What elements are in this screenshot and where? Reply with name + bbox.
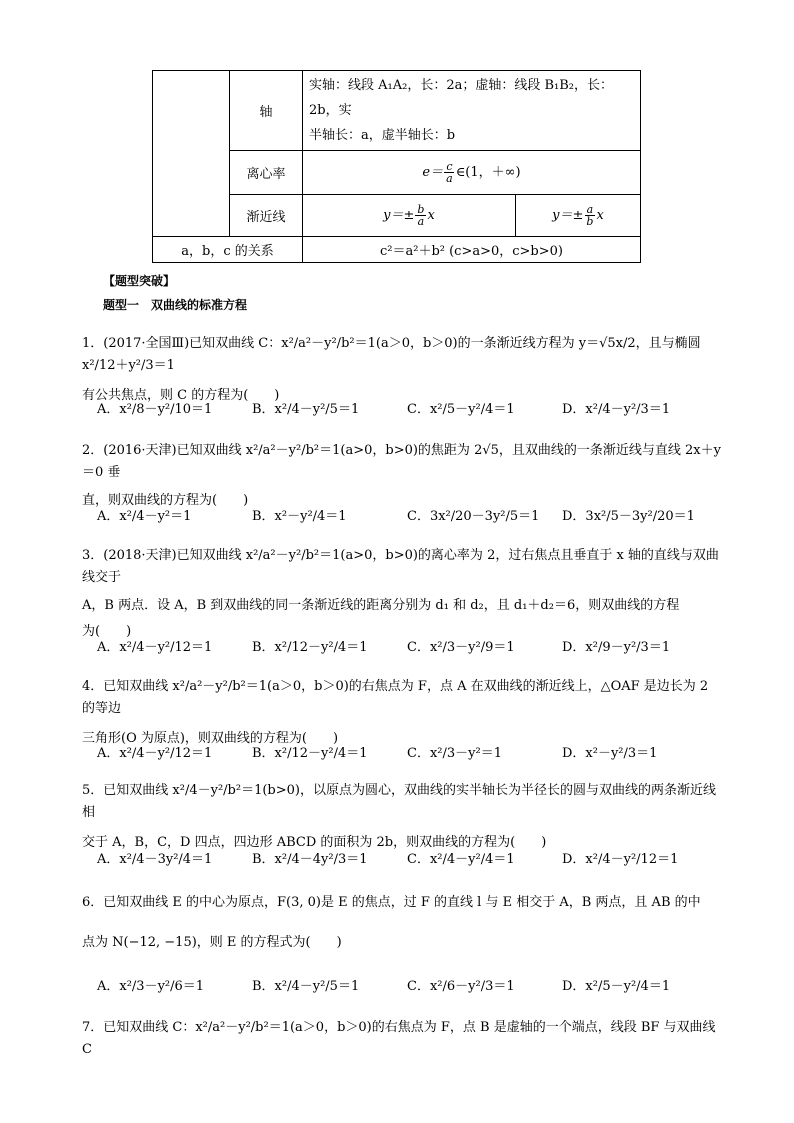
- table-merged-cell: [153, 71, 230, 237]
- option-c[interactable]: C．x²/6－y²/3＝1: [407, 979, 515, 994]
- eccentricity-label: 离心率: [230, 151, 303, 195]
- asym1-fraction: [415, 204, 426, 227]
- asym2-suffix: x: [596, 208, 604, 223]
- option-c[interactable]: C．x²/5－y²/4＝1: [407, 402, 515, 417]
- option-a[interactable]: A．x²/4－y²/12＝1: [97, 640, 213, 655]
- question-5: [82, 780, 722, 854]
- question-7: [82, 1017, 722, 1061]
- type-title: 题型一 双曲线的标准方程: [103, 298, 248, 312]
- option-d[interactable]: D．x²/5－y²/4＝1: [562, 979, 671, 994]
- question-3-line2: A，B 两点．设 A，B 到双曲线的同一条渐近线的距离分别为 d₁ 和 d₂，且 d₁＋d₂＝6，则双曲线的方程: [82, 598, 680, 613]
- question-2-line1: 2．(2016·天津)已知双曲线 x²/a²－y²/b²＝1(a>0，b>0)的焦距为 2√5，且双曲线的一条渐近线与直线 2x＋y＝0 垂: [82, 443, 721, 480]
- question-1: [82, 333, 722, 407]
- asym1-suffix: x: [427, 208, 435, 223]
- option-b[interactable]: B．x²/4－y²/5＝1: [252, 402, 360, 417]
- option-a[interactable]: A．x²/4－y²＝1: [97, 509, 192, 524]
- relation-value: c²＝a²＋b² (c>a>0，c>b>0): [303, 237, 641, 263]
- option-c[interactable]: C．x²/4－y²/4＝1: [407, 852, 515, 867]
- asym1-num: b: [417, 203, 425, 216]
- option-d[interactable]: D．x²－y²/3＝1: [562, 746, 658, 761]
- asym2-num: a: [586, 203, 594, 216]
- option-c[interactable]: C．x²/3－y²/9＝1: [407, 640, 515, 655]
- question-6: [82, 892, 722, 954]
- option-d[interactable]: D．x²/4－y²/3＝1: [562, 402, 671, 417]
- option-b[interactable]: B．x²/4－4y²/3＝1: [252, 852, 368, 867]
- question-6-line2: 点为 N(−12, −15)，则 E 的方程式为( ): [82, 935, 342, 950]
- question-4-line1: 4．已知双曲线 x²/a²－y²/b²＝1(a＞0，b＞0)的右焦点为 F，点 A 在双曲线的渐近线上，△OAF 是边长为 2 的等边: [82, 679, 709, 716]
- ecc-prefix: e＝: [422, 165, 444, 180]
- option-d[interactable]: D．x²/9－y²/3＝1: [562, 640, 671, 655]
- asym1-prefix: y＝±: [383, 208, 415, 223]
- option-b[interactable]: B．x²/12－y²/4＝1: [252, 746, 368, 761]
- eccentricity-formula: [303, 151, 641, 195]
- option-b[interactable]: B．x²/4－y²/5＝1: [252, 979, 360, 994]
- option-c[interactable]: C．3x²/20－3y²/5＝1: [407, 509, 540, 524]
- question-3-line3: 为( ): [82, 624, 132, 639]
- relation-label: a，b，c 的关系: [153, 237, 303, 263]
- option-a[interactable]: A．x²/4－3y²/4＝1: [97, 852, 213, 867]
- option-a[interactable]: A．x²/4－y²/12＝1: [97, 746, 213, 761]
- hyperbola-properties-table: [152, 70, 641, 263]
- question-6-line1: 6．已知双曲线 E 的中心为原点，F(3, 0)是 E 的焦点，过 F 的直线 l 与 E 相交于 A，B 两点，且 AB 的中: [82, 895, 701, 910]
- option-d[interactable]: D．x²/4－y²/12＝1: [562, 852, 679, 867]
- question-3-options: [97, 636, 717, 655]
- option-b[interactable]: B．x²－y²/4＝1: [252, 509, 347, 524]
- question-1-options: [97, 398, 717, 417]
- asym2-prefix: y＝±: [552, 208, 584, 223]
- question-7-line1: 7．已知双曲线 C：x²/a²－y²/b²＝1(a＞0，b＞0)的右焦点为 F，点 B 是虚轴的一个端点，线段 BF 与双曲线 C: [82, 1020, 716, 1057]
- ecc-fraction: [444, 161, 455, 184]
- question-2: [82, 440, 722, 512]
- option-a[interactable]: A．x²/3－y²/6＝1: [97, 979, 205, 994]
- axis-text-line2: 半轴长：a，虚半轴长：b: [309, 128, 456, 143]
- question-3-line1: 3．(2018·天津)已知双曲线 x²/a²－y²/b²＝1(a>0，b>0)的离心率为 2，过右焦点且垂直于 x 轴的直线与双曲线交于: [82, 548, 719, 585]
- axis-description: [303, 71, 641, 151]
- option-b[interactable]: B．x²/12－y²/4＝1: [252, 640, 368, 655]
- asymptote-label: 渐近线: [230, 195, 303, 237]
- question-5-line1: 5．已知双曲线 x²/4－y²/b²＝1(b>0)，以原点为圆心，双曲线的实半轴长为半径长的圆与双曲线的两条渐近线相: [82, 783, 716, 820]
- asym2-fraction: [584, 204, 595, 227]
- option-a[interactable]: A．x²/8－y²/10＝1: [97, 402, 213, 417]
- option-d[interactable]: D．3x²/5－3y²/20＝1: [562, 509, 695, 524]
- ecc-den: a: [446, 172, 453, 185]
- question-1-line2: 有公共焦点，则 C 的方程为( ): [82, 388, 280, 403]
- question-4: [82, 676, 722, 750]
- question-4-line2: 三角形(O 为原点)，则双曲线的方程为( ): [82, 731, 339, 746]
- asym1-den: a: [417, 215, 425, 228]
- axis-text-line1: 实轴：线段 A₁A₂，长：2a；虚轴：线段 B₁B₂，长：2b，实: [309, 78, 614, 118]
- question-2-options: [97, 505, 717, 524]
- asym2-den: b: [586, 215, 594, 228]
- axis-label: 轴: [230, 71, 303, 151]
- asymptote-formula-1: [303, 195, 516, 237]
- ecc-num: c: [446, 160, 453, 173]
- question-3: [82, 545, 722, 643]
- question-5-options: [97, 848, 717, 867]
- question-2-line2: 直，则双曲线的方程为( ): [82, 493, 249, 508]
- question-1-line1: 1．(2017·全国Ⅲ)已知双曲线 C：x²/a²－y²/b²＝1(a＞0，b＞0)的一条渐近线方程为 y＝√5x/2，且与椭圆 x²/12＋y²/3＝1: [82, 336, 701, 373]
- section-title: 【题型突破】: [103, 274, 176, 288]
- question-6-options: [97, 975, 717, 994]
- question-5-line2: 交于 A，B，C，D 四点，四边形 ABCD 的面积为 2b，则双曲线的方程为( ): [82, 835, 547, 850]
- question-4-options: [97, 742, 717, 761]
- asymptote-formula-2: [516, 195, 641, 237]
- ecc-suffix: ∈(1，＋∞): [455, 165, 521, 180]
- option-c[interactable]: C．x²/3－y²＝1: [407, 746, 502, 761]
